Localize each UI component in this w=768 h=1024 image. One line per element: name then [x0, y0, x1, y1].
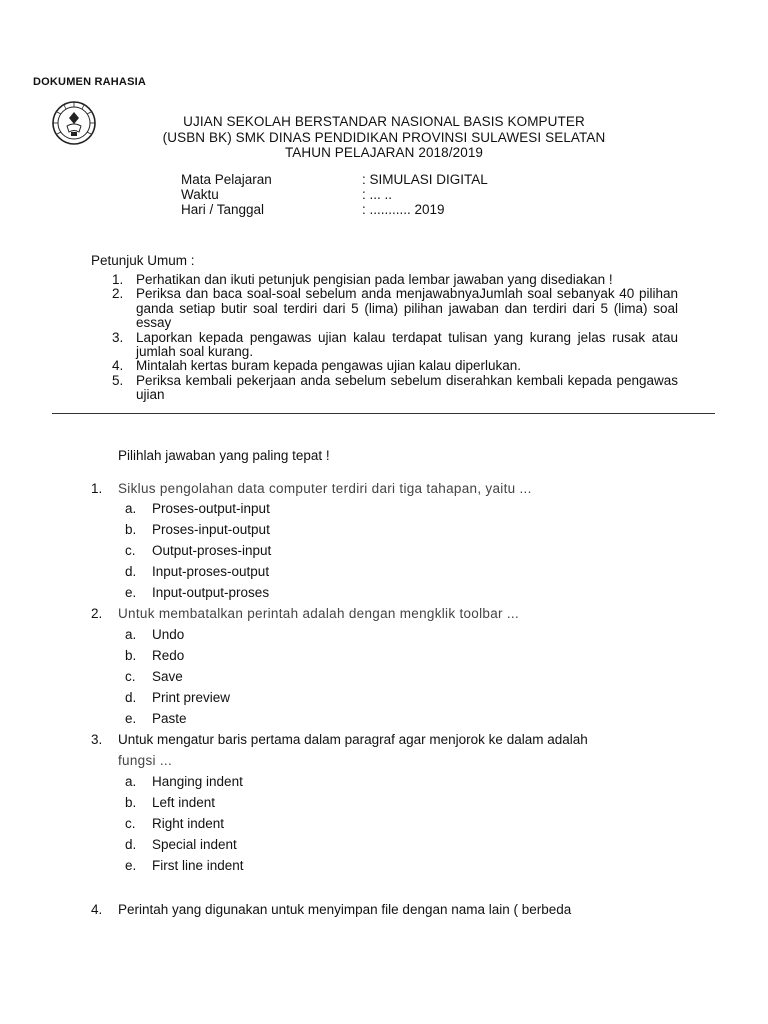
- option-text: Paste: [152, 711, 187, 726]
- option-letter: c.: [125, 669, 136, 684]
- confidential-label: DOKUMEN RAHASIA: [33, 76, 146, 88]
- general-instructions-title: Petunjuk Umum :: [91, 253, 195, 268]
- option-letter: d.: [125, 564, 137, 579]
- option-text: Proses-input-output: [152, 522, 270, 537]
- question-text: Untuk mengatur baris pertama dalam paragraf agar menjorok ke dalam adalah: [118, 732, 588, 747]
- instruction-item: [112, 359, 678, 373]
- info-value: : ... ..: [362, 187, 393, 202]
- option-letter: e.: [125, 585, 137, 600]
- instruction-item: [112, 287, 678, 330]
- instruction-text: Perhatikan dan ikuti petunjuk pengisian pada lembar jawaban yang disediakan !: [136, 272, 613, 287]
- option-text: Input-output-proses: [152, 585, 270, 600]
- option-text: Left indent: [152, 795, 216, 810]
- instruction-item: [112, 273, 678, 287]
- section-divider: [52, 413, 715, 414]
- info-label: Mata Pelajaran: [181, 172, 272, 187]
- question-text: Untuk membatalkan perintah adalah dengan mengklik toolbar ...: [118, 606, 520, 621]
- option-text: Undo: [152, 627, 185, 642]
- instruction-text: Laporkan kepada pengawas ujian kalau terdapat tulisan yang kurang jelas rusak atau jumlah soal kurang.: [136, 329, 678, 360]
- option-text: Redo: [152, 648, 185, 663]
- option-letter: a.: [125, 774, 137, 789]
- option-letter: a.: [125, 501, 137, 516]
- info-label: Waktu: [181, 187, 219, 202]
- option-letter: e.: [125, 858, 137, 873]
- option-letter: b.: [125, 795, 137, 810]
- instruction-item: [112, 374, 678, 403]
- instruction-number: 3.: [112, 329, 124, 345]
- exam-title-line-2: (USBN BK) SMK DINAS PENDIDIKAN PROVINSI SULAWESI SELATAN: [162, 130, 606, 145]
- option-text: Proses-output-input: [152, 501, 270, 516]
- option-letter: b.: [125, 648, 137, 663]
- option-text: Save: [152, 669, 183, 684]
- general-instructions-list: [112, 273, 678, 403]
- option-text: Print preview: [152, 690, 231, 705]
- option-text: Right indent: [152, 816, 225, 831]
- option-text: Hanging indent: [152, 774, 243, 789]
- option-letter: c.: [125, 816, 136, 831]
- instruction-text: Mintalah kertas buram kepada pengawas ujian kalau diperlukan.: [136, 358, 521, 374]
- option-letter: d.: [125, 690, 137, 705]
- instruction-text: Periksa kembali pekerjaan anda sebelum sebelum diserahkan kembali kepada pengawas ujian: [136, 372, 678, 403]
- option-text: First line indent: [152, 858, 244, 873]
- exam-title-line-3: TAHUN PELAJARAN 2018/2019: [284, 145, 484, 160]
- question-text: Perintah yang digunakan untuk menyimpan file dengan nama lain ( berbeda: [118, 902, 572, 917]
- instruction-text: Periksa dan baca soal-soal sebelum anda menjawabnyaJumlah soal sebanyak 40 pilihan ganda setiap butir soal terdiri dari 5 (lima) pilihan jawaban dan terdiri dari 5 (lima) soal essay: [136, 286, 678, 331]
- question-instruction: Pilihlah jawaban yang paling tepat !: [118, 448, 330, 463]
- option-text: Input-proses-output: [152, 564, 270, 579]
- question-text: Siklus pengolahan data computer terdiri dari tiga tahapan, yaitu ...: [118, 481, 532, 496]
- option-letter: e.: [125, 711, 137, 726]
- instruction-item: [112, 331, 678, 360]
- question-number: 3.: [91, 732, 103, 747]
- question-number: 1.: [91, 481, 103, 496]
- instruction-number: 4.: [112, 358, 124, 374]
- question-number: 4.: [91, 902, 103, 917]
- exam-title-line-1: UJIAN SEKOLAH BERSTANDAR NASIONAL BASIS KOMPUTER: [183, 114, 585, 129]
- option-letter: d.: [125, 837, 137, 852]
- question-number: 2.: [91, 606, 103, 621]
- option-letter: b.: [125, 522, 137, 537]
- instruction-number: 2.: [112, 286, 124, 302]
- info-value: : ........... 2019: [362, 202, 445, 217]
- option-text: Special indent: [152, 837, 237, 852]
- info-value: : SIMULASI DIGITAL: [362, 172, 488, 187]
- option-letter: c.: [125, 543, 136, 558]
- instruction-number: 1.: [112, 272, 124, 287]
- question-text-continued: fungsi ...: [118, 753, 173, 768]
- instruction-number: 5.: [112, 372, 124, 388]
- info-label: Hari / Tanggal: [181, 202, 265, 217]
- option-letter: a.: [125, 627, 137, 642]
- option-text: Output-proses-input: [152, 543, 272, 558]
